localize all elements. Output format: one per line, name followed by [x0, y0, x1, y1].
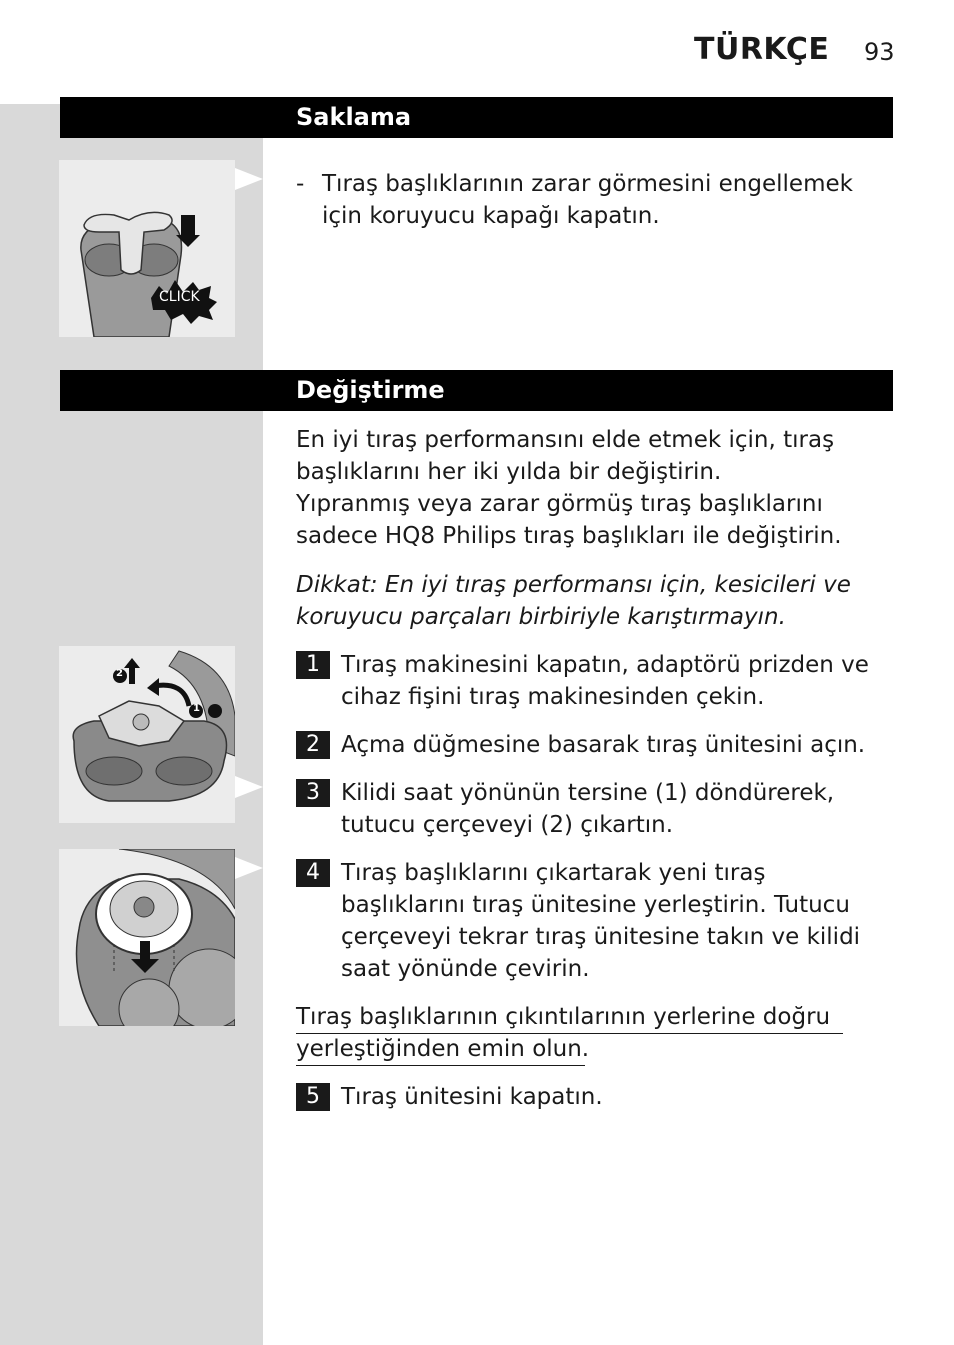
- section-bar-storage: [60, 97, 893, 138]
- storage-bullet-text: Tıraş başlıklarının zarar görmesini engellemek için koruyucu kapağı kapatın.: [322, 171, 853, 229]
- step-text: Açma düğmesine basarak tıraş ünitesini açın.: [341, 732, 866, 758]
- bullet-dash: -: [296, 171, 305, 197]
- step-number: 3: [296, 779, 330, 807]
- note-line-2: yerleştiğinden emin olun.: [296, 1036, 590, 1062]
- page-number: 93: [864, 38, 895, 66]
- step-number: 5: [296, 1083, 330, 1111]
- step-3: [296, 777, 886, 841]
- language-heading: TÜRKÇE: [694, 32, 830, 67]
- figure-retaining-frame: [59, 646, 235, 823]
- note-underline-2: [296, 1065, 585, 1066]
- storage-bullet: [296, 168, 886, 232]
- shaving-unit-open-illustration: [59, 646, 235, 823]
- intro-paragraph-1: En iyi tıraş performansını elde etmek için, tıraş başlıklarını her iki yılda bir değiştirin.: [296, 427, 835, 485]
- figure-pointer: [235, 168, 263, 190]
- shaver-cap-illustration: [59, 160, 235, 337]
- step-text: Tıraş başlıklarını çıkartarak yeni tıraş başlıklarını tıraş ünitesine yerleştirin. Tutucu çerçeveyi tekrar tıraş ünitesine takın ve kilidi saat yönünde çevirin.: [341, 860, 861, 982]
- section-title-storage: Saklama: [296, 103, 412, 131]
- step-text: Tıraş makinesini kapatın, adaptörü prizden ve cihaz fişini tıraş makinesinden çekin.: [341, 652, 869, 710]
- step-number: 2: [296, 731, 330, 759]
- figure-pointer: [235, 857, 263, 879]
- figure-shaving-head: [59, 849, 235, 1026]
- section-bar-replacement: [60, 370, 893, 411]
- intro-paragraph-2: Yıpranmış veya zarar görmüş tıraş başlıklarını sadece HQ8 Philips tıraş başlıkları ile değiştirin.: [296, 491, 842, 549]
- step-5: [296, 1081, 886, 1113]
- step-1: [296, 649, 886, 713]
- note-line-1: Tıraş başlıklarının çıkıntılarının yerlerine doğru: [296, 1004, 831, 1030]
- shaving-head-illustration: [59, 849, 235, 1026]
- figure-protective-cap: [59, 160, 235, 337]
- caution-note: Dikkat: En iyi tıraş performansı için, kesicileri ve koruyucu parçaları birbiriyle karıştırmayın.: [296, 572, 851, 630]
- marker-2: 2: [116, 668, 123, 679]
- figure-pointer: [235, 776, 263, 798]
- step-4: [296, 857, 886, 985]
- step-number: 4: [296, 859, 330, 887]
- click-label: CLICK: [159, 289, 200, 305]
- step-2: [296, 729, 886, 761]
- step-text: Tıraş ünitesini kapatın.: [341, 1084, 603, 1110]
- marker-1: 1: [193, 703, 200, 714]
- step-text: Kilidi saat yönünün tersine (1) döndürerek, tutucu çerçeveyi (2) çıkartın.: [341, 780, 835, 838]
- section-title-replacement: Değiştirme: [296, 376, 445, 404]
- step-number: 1: [296, 651, 330, 679]
